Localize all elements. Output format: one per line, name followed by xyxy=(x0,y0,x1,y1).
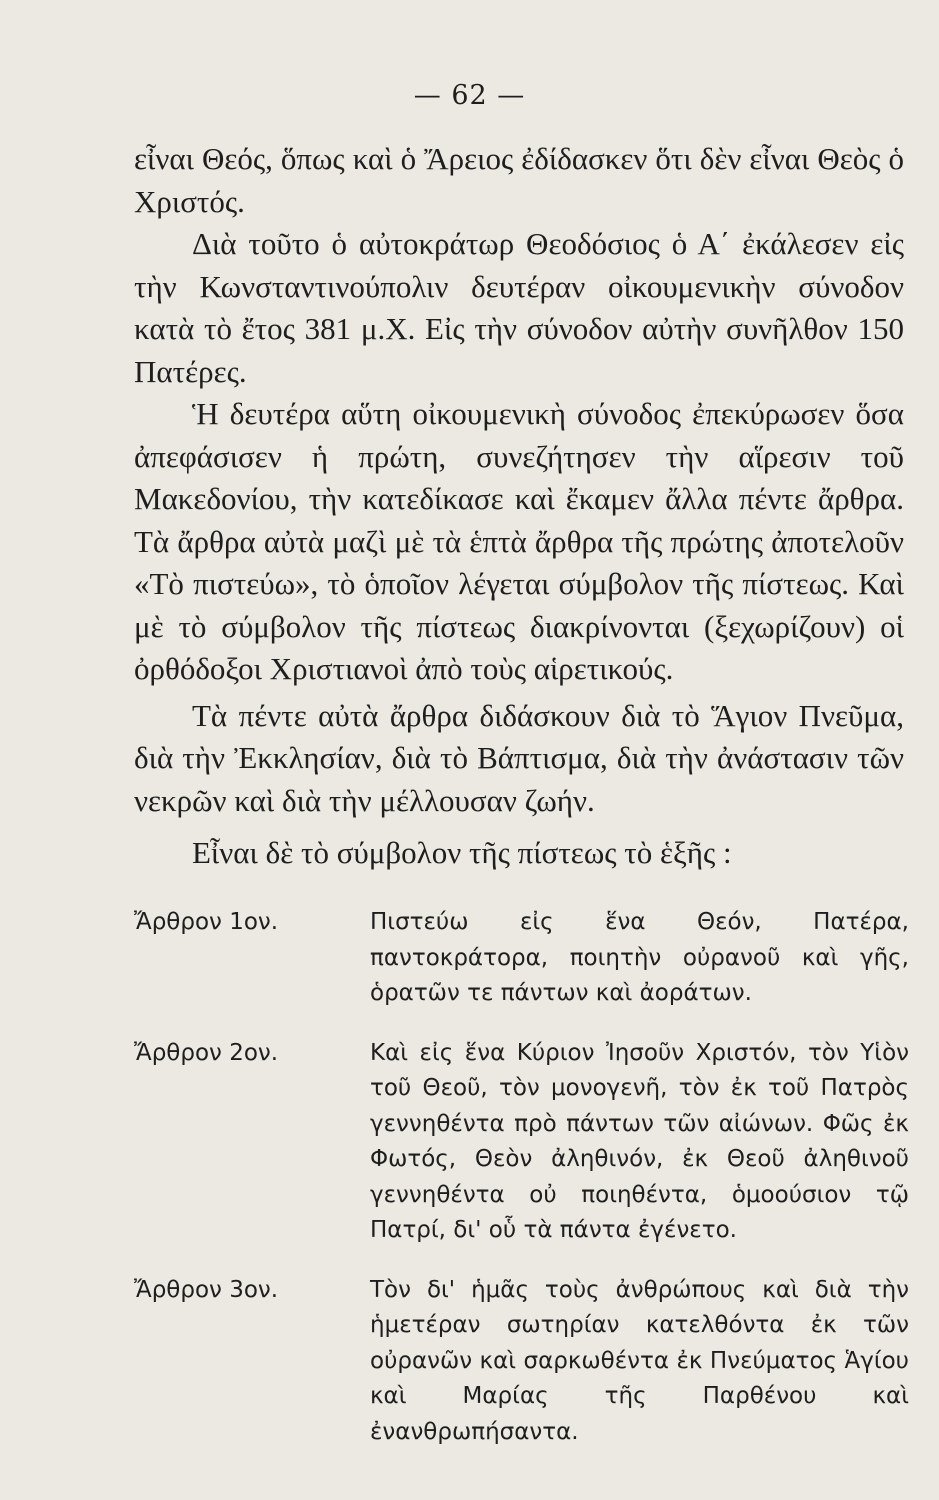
article-label: Ἄρθρον 2ον. xyxy=(134,1039,279,1066)
creed-article xyxy=(134,905,909,1012)
creed-article xyxy=(134,1273,909,1451)
paragraph: εἶναι Θεός, ὅπως καὶ ὁ Ἄρειος ἐδίδασκεν ὅτι δὲν εἶναι Θεὸς ὁ Χριστός. xyxy=(134,141,904,219)
article-text: Πιστεύω εἰς ἕνα Θεόν, Πατέρα, παντοκράτορα, ποιητὴν οὐρανοῦ καὶ γῆς, ὁρατῶν τε πάντων καὶ ἀοράτων. xyxy=(370,909,909,1006)
paragraph: Ἡ δευτέρα αὕτη οἰκουμενικὴ σύνοδος ἐπεκύρωσεν ὅσα ἀπεφάσισεν ἡ πρώτη, συνεζήτησεν τὴν αἵρεσιν τοῦ Μακεδονίου, τὴν κατεδίκασε καὶ ἔκαμεν ἄλλα πέντε ἄρθρα. Τὰ ἄρθρα αὐτὰ μαζὶ μὲ τὰ ἑπτὰ ἄρθρα τῆς πρώτης ἀποτελοῦν «Τὸ πιστεύω», τὸ ὁποῖον λέγεται σύμβολον τῆς πίστεως. Καὶ μὲ τὸ σύμβολον τῆς πίστεως διακρίνονται (ξεχωρίζουν) οἱ ὀρθόδοξοι Χριστιανοὶ ἀπὸ τοὺς αἱρετικούς. xyxy=(134,396,904,686)
article-label: Ἄρθρον 1ον. xyxy=(134,909,279,935)
creed-intro: Εἶναι δὲ τὸ σύμβολον τῆς πίστεως τὸ ἑξῆς : xyxy=(192,835,732,870)
paragraph: Τὰ πέντε αὐτὰ ἄρθρα διδάσκουν διὰ τὸ Ἅγιον Πνεῦμα, διὰ τὴν Ἐκκλησίαν, διὰ τὸ Βάπτισμα, διὰ τὴν ἀνάστασιν τῶν νεκρῶν καὶ διὰ τὴν μέλλουσαν ζωήν. xyxy=(134,697,904,818)
paragraph: Διὰ τοῦτο ὁ αὐτοκράτωρ Θεοδόσιος ὁ Α΄ ἐκάλεσεν εἰς τὴν Κωνσταντινούπολιν δευτέραν οἰκουμενικὴν σύνοδον κατὰ τὸ ἔτος 381 μ.Χ. Εἰς τὴν σύνοδον αὐτὴν συνῆλθον 150 Πατέρες. xyxy=(134,226,904,389)
page-number: — 62 — xyxy=(413,80,526,111)
body-text xyxy=(134,138,904,875)
article-text: Καὶ εἰς ἕνα Κύριον Ἰησοῦν Χριστόν, τὸν Υἱὸν τοῦ Θεοῦ, τὸν μονογενῆ, τὸν ἐκ τοῦ Πατρὸς γεννηθέντα πρὸ πάντων τῶν αἰώνων. Φῶς ἐκ Φωτός, Θεὸν ἀληθινόν, ἐκ Θεοῦ ἀληθινοῦ γεννηθέντα οὐ ποιηθέντα, ὁμοούσιον τῷ Πατρί, δι' οὗ τὰ πάντα ἐγένετο. xyxy=(370,1039,909,1243)
creed-articles xyxy=(134,905,909,1474)
article-label: Ἄρθρον 3ον. xyxy=(134,1276,279,1303)
article-text: Τὸν δι' ἡμᾶς τοὺς ἀνθρώπους καὶ διὰ τὴν ἡμετέραν σωτηρίαν κατελθόντα ἐκ τῶν οὐρανῶν καὶ σαρκωθέντα ἐκ Πνεύματος Ἁγίου καὶ Μαρίας τῆς Παρθένου καὶ ἐνανθρωπήσαντα. xyxy=(370,1276,909,1445)
creed-article xyxy=(134,1036,909,1249)
